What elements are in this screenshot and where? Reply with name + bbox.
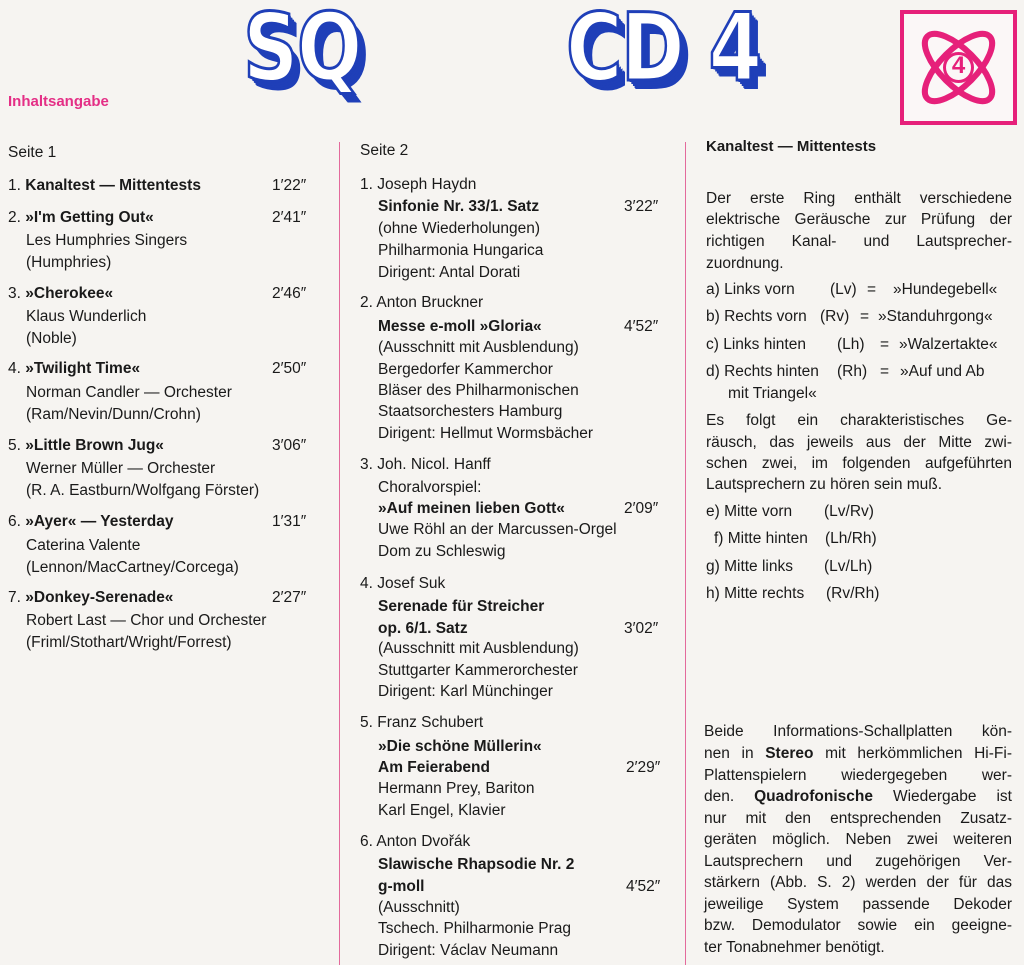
side2-track-2-composer: 2. Anton Bruckner (360, 294, 484, 311)
intro-line-2: elektrische Geräusche zur Prüfung der (706, 211, 1012, 228)
side1-track-5-artist: Werner Müller — Orchester (26, 460, 216, 477)
side2-track-4-conductor: Dirigent: Karl Münchinger (378, 683, 553, 700)
side2-track-2-title: Messe e-moll »Gloria« (378, 318, 542, 335)
side2-track-2-duration: 4′52″ (624, 318, 659, 335)
side1-track-1-duration: 1′22″ (272, 177, 307, 194)
middle-line-3: schen zwei, im folgenden aufgeführten (706, 455, 1012, 472)
emblem-digit: 4 (951, 52, 966, 79)
side2-track-5-title-1: »Die schöne Müllerin« (378, 738, 542, 755)
center-test-f-code: (Lh/Rh) (825, 530, 877, 547)
assign-d-value: »Auf und Ab (900, 363, 985, 380)
center-test-h-label: h) Mitte rechts (706, 585, 805, 602)
info-line-11: ter Tonabnehmer benötigt. (704, 939, 885, 956)
assign-d-cont: mit Triangel« (728, 385, 817, 402)
side2-track-5-duration: 2′29″ (626, 759, 661, 776)
column-divider-1 (339, 142, 340, 965)
side1-track-4-duration: 2′50″ (272, 360, 307, 377)
side2-track-5-pianist: Karl Engel, Klavier (378, 802, 506, 819)
side2-track-6-composer: 6. Anton Dvořák (360, 833, 471, 850)
side2-title: Seite 2 (360, 142, 409, 159)
cd4-logo: CD 4 (566, 0, 761, 103)
side1-track-2-artist: Les Humphries Singers (26, 232, 188, 249)
section-title: Inhaltsangabe (8, 93, 109, 110)
side1-track-4-artist: Norman Candler — Orchester (26, 384, 232, 401)
side2-track-4-orchestra: Stuttgarter Kammerorchester (378, 662, 578, 679)
side2-track-4-duration: 3′02″ (624, 620, 659, 637)
assign-b-value: »Standuhrgong« (878, 308, 993, 325)
side1-track-6: 6. »Ayer« — Yesterday (8, 513, 174, 530)
side2-track-2-orchestra: Staatsorchesters Hamburg (378, 403, 563, 420)
center-test-g-label: g) Mitte links (706, 558, 793, 575)
side2-track-2-conductor: Dirigent: Hellmut Wormsbächer (378, 425, 594, 442)
info-line-9: jeweilige System passende Dekoder (704, 896, 1012, 913)
assign-b-label: b) Rechts vorn (706, 308, 807, 325)
assign-a-eq: = (867, 281, 877, 298)
side2-track-1-conductor: Dirigent: Antal Dorati (378, 264, 521, 281)
intro-line-1: Der erste Ring enthält verschiedene (706, 190, 1012, 207)
side2-track-3-performer: Uwe Röhl an der Marcussen-Orgel (378, 521, 617, 538)
side1-track-4-credits: (Ram/Nevin/Dunn/Crohn) (26, 406, 201, 423)
side2-track-6-duration: 4′52″ (626, 878, 661, 895)
middle-line-1: Es folgt ein charakteristisches Ge- (706, 412, 1012, 429)
side1-title: Seite 1 (8, 144, 57, 161)
assign-a-label: a) Links vorn (706, 281, 795, 298)
side2-track-4-composer: 4. Josef Suk (360, 575, 446, 592)
side1-track-5-credits: (R. A. Eastburn/Wolfgang Förster) (26, 482, 260, 499)
assign-b-code: (Rv) (820, 308, 850, 325)
side2-track-1-duration: 3′22″ (624, 198, 659, 215)
assign-b-eq: = (860, 308, 870, 325)
side2-track-2-brass: Bläser des Philharmonischen (378, 382, 579, 399)
center-test-h-code: (Rv/Rh) (826, 585, 880, 602)
side1-track-3-artist: Klaus Wunderlich (26, 308, 147, 325)
info-line-8: stärkern (Abb. S. 2) werden der für das (704, 874, 1012, 891)
side2-track-5-singer: Hermann Prey, Bariton (378, 780, 535, 797)
side2-track-2-choir: Bergedorfer Kammerchor (378, 361, 553, 378)
side1-track-6-artist: Caterina Valente (26, 537, 141, 554)
side2-track-4-title-2: op. 6/1. Satz (378, 620, 468, 637)
side2-track-6-title-2: g-moll (378, 878, 425, 895)
assign-c-label: c) Links hinten (706, 336, 806, 353)
side1-track-5-duration: 3′06″ (272, 437, 307, 454)
intro-line-3: richtigen Kanal- und Lautsprecher- (706, 233, 1012, 250)
side2-track-3-duration: 2′09″ (624, 500, 659, 517)
sq-logo: SQ (243, 0, 361, 103)
side1-track-2-duration: 2′41″ (272, 209, 307, 226)
side2-track-4-note: (Ausschnitt mit Ausblendung) (378, 640, 579, 657)
cd4-emblem (900, 10, 1017, 125)
assign-c-value: »Walzertakte« (899, 336, 998, 353)
side2-track-5-composer: 5. Franz Schubert (360, 714, 484, 731)
assign-a-value: »Hundegebell« (893, 281, 998, 298)
side2-track-6-note: (Ausschnitt) (378, 899, 460, 916)
assign-c-eq: = (880, 336, 890, 353)
side1-track-4: 4. »Twilight Time« (8, 360, 141, 377)
side2-track-6-orchestra: Tschech. Philharmonie Prag (378, 920, 571, 937)
center-test-g-code: (Lv/Lh) (824, 558, 873, 575)
side2-track-3-pre: Choralvorspiel: (378, 479, 482, 496)
middle-line-4: Lautsprechern zu hören sein muß. (706, 476, 943, 493)
side1-track-1: 1. Kanaltest — Mittentests (8, 177, 201, 194)
side1-track-2-credits: (Humphries) (26, 254, 112, 271)
side2-track-6-title-1: Slawische Rhapsodie Nr. 2 (378, 856, 575, 873)
middle-line-2: räusch, das jeweils aus der Mitte zwi- (706, 434, 1012, 451)
channel-test-title: Kanaltest — Mittentests (706, 138, 877, 155)
center-test-f-label: f) Mitte hinten (714, 530, 808, 547)
center-test-e-label: e) Mitte vorn (706, 503, 793, 520)
side2-track-1-note: (ohne Wiederholungen) (378, 220, 540, 237)
info-line-10: bzw. Demodulator sowie ein geeigne- (704, 917, 1012, 934)
intro-line-4: zuordnung. (706, 255, 784, 272)
side1-track-7: 7. »Donkey-Serenade« (8, 589, 174, 606)
side2-track-3-composer: 3. Joh. Nicol. Hanff (360, 456, 491, 473)
info-line-2: nen in Stereo mit herkömmlichen Hi-Fi- (704, 745, 1012, 762)
assign-d-eq: = (880, 363, 890, 380)
info-line-3: Plattenspielern wiedergegeben wer- (704, 767, 1012, 784)
side1-track-3-credits: (Noble) (26, 330, 77, 347)
side2-track-1-orchestra: Philharmonia Hungarica (378, 242, 544, 259)
column-divider-2 (685, 142, 686, 965)
side1-track-7-artist: Robert Last — Chor und Orchester (26, 612, 267, 629)
side2-track-5-title-2: Am Feierabend (378, 759, 490, 776)
side1-track-3-duration: 2′46″ (272, 285, 307, 302)
side2-track-1-composer: 1. Joseph Haydn (360, 176, 477, 193)
side1-track-6-duration: 1′31″ (272, 513, 307, 530)
info-line-5: nur mit den entsprechenden Zusatz- (704, 810, 1012, 827)
side1-track-7-duration: 2′27″ (272, 589, 307, 606)
side1-track-3: 3. »Cherokee« (8, 285, 114, 302)
side2-track-4-title-1: Serenade für Streicher (378, 598, 545, 615)
side1-track-2: 2. »I'm Getting Out« (8, 209, 154, 226)
side2-track-2-note: (Ausschnitt mit Ausblendung) (378, 339, 579, 356)
assign-c-code: (Lh) (837, 336, 865, 353)
side2-track-3-venue: Dom zu Schleswig (378, 543, 506, 560)
info-line-1: Beide Informations-Schallplatten kön- (704, 723, 1012, 740)
info-line-4: den. Quadrofonische Wiedergabe ist (704, 788, 1012, 805)
side1-track-5: 5. »Little Brown Jug« (8, 437, 164, 454)
info-line-6: geräten möglich. Neben zwei weiteren (704, 831, 1012, 848)
side2-track-1-title: Sinfonie Nr. 33/1. Satz (378, 198, 540, 215)
assign-a-code: (Lv) (830, 281, 857, 298)
side2-track-3-title: »Auf meinen lieben Gott« (378, 500, 565, 517)
center-test-e-code: (Lv/Rv) (824, 503, 874, 520)
side1-track-6-credits: (Lennon/MacCartney/Corcega) (26, 559, 239, 576)
info-line-7: Lautsprechern und zugehörigen Ver- (704, 853, 1012, 870)
side2-track-6-conductor: Dirigent: Václav Neumann (378, 942, 559, 959)
side1-track-7-credits: (Friml/Stothart/Wright/Forrest) (26, 634, 232, 651)
assign-d-code: (Rh) (837, 363, 868, 380)
assign-d-label: d) Rechts hinten (706, 363, 819, 380)
